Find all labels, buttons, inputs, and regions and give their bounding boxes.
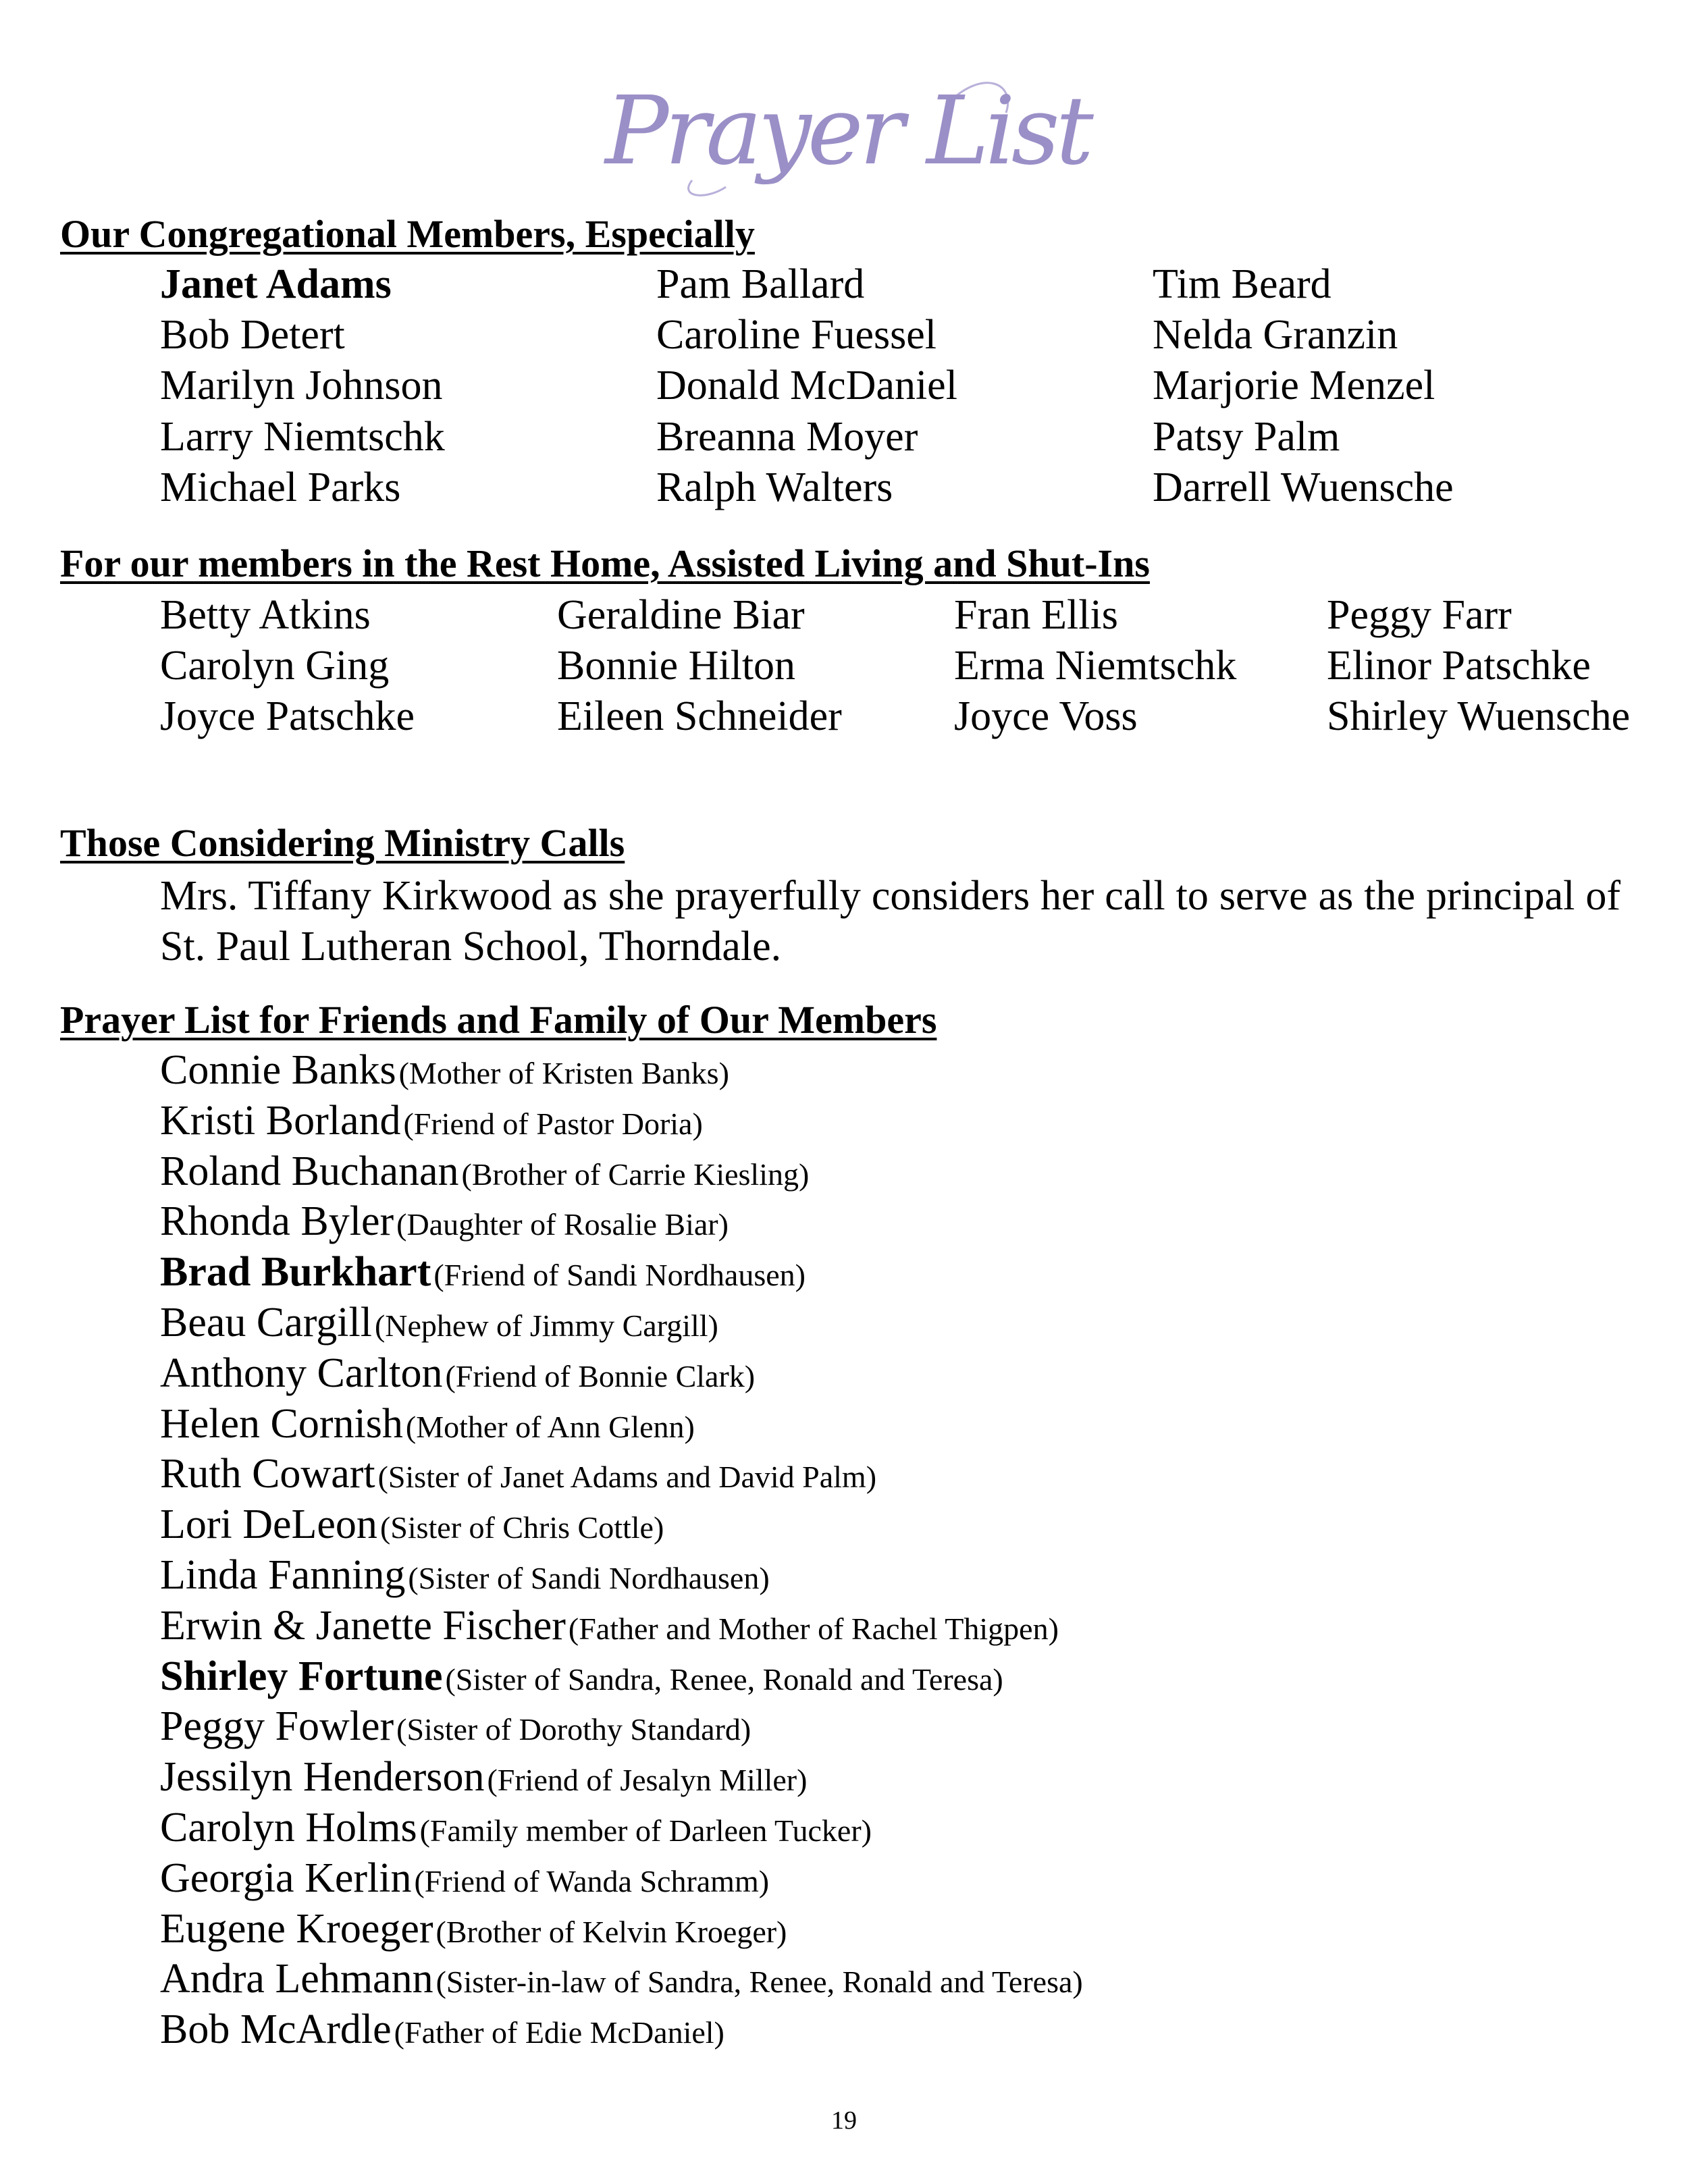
prayer-person-name: Shirley Fortune bbox=[160, 1653, 443, 1699]
prayer-person-name: Helen Cornish bbox=[160, 1400, 403, 1447]
ministry-calls-text: Mrs. Tiffany Kirkwood as she prayerfully considers her call to serve as the principal of St. Paul Lutheran School, Thorndale. bbox=[160, 873, 1620, 969]
prayer-person-name: Anthony Carlton bbox=[160, 1350, 443, 1396]
prayer-person-relation: (Nephew of Jimmy Cargill) bbox=[374, 1308, 718, 1343]
congregational-member-name: Michael Parks bbox=[160, 464, 401, 510]
prayer-person-name: Brad Burkhart bbox=[160, 1249, 431, 1296]
list-item bbox=[160, 1550, 1083, 1601]
congregational-member-name: Marjorie Menzel bbox=[1153, 363, 1435, 409]
logo-text: Prayer List bbox=[605, 76, 1090, 186]
list-item bbox=[160, 1499, 1083, 1550]
prayer-person-name: Bob McArdle bbox=[160, 2006, 392, 2053]
prayer-person-relation: (Friend of Jesalyn Miller) bbox=[487, 1763, 808, 1798]
prayer-person-relation: (Father and Mother of Rachel Thigpen) bbox=[568, 1611, 1059, 1646]
prayer-person-relation: (Friend of Wanda Schramm) bbox=[414, 1863, 770, 1898]
prayer-person-name: Andra Lehmann bbox=[160, 1956, 433, 2002]
prayer-person-relation: (Mother of Kristen Banks) bbox=[398, 1056, 729, 1090]
list-item bbox=[160, 1045, 1083, 1096]
congregational-member-name: Breanna Moyer bbox=[656, 413, 918, 460]
rest-home-member-name: Peggy Farr bbox=[1327, 592, 1512, 638]
list-item bbox=[160, 1449, 1083, 1499]
list-item bbox=[160, 1298, 1083, 1348]
congregational-member-name: Patsy Palm bbox=[1153, 413, 1340, 460]
congregational-member-name: Marilyn Johnson bbox=[160, 363, 443, 409]
prayer-person-name: Lori DeLeon bbox=[160, 1501, 377, 1548]
prayer-person-relation: (Sister of Janet Adams and David Palm) bbox=[377, 1460, 877, 1495]
list-item bbox=[160, 1701, 1083, 1752]
list-item bbox=[160, 1904, 1083, 1954]
prayer-person-relation: (Daughter of Rosalie Biar) bbox=[396, 1207, 729, 1242]
list-item bbox=[160, 1803, 1083, 1853]
rest-home-member-name: Shirley Wuensche bbox=[1327, 693, 1631, 740]
prayer-person-name: Jessilyn Henderson bbox=[160, 1754, 485, 1801]
rest-home-member-name: Joyce Voss bbox=[954, 693, 1138, 740]
prayer-person-relation: (Family member of Darleen Tucker) bbox=[419, 1813, 872, 1848]
prayer-person-name: Connie Banks bbox=[160, 1047, 396, 1093]
prayer-person-name: Kristi Borland bbox=[160, 1097, 401, 1144]
congregational-member-name: Nelda Granzin bbox=[1153, 312, 1398, 358]
prayer-person-name: Erwin & Janette Fischer bbox=[160, 1602, 566, 1649]
congregational-member-name: Darrell Wuensche bbox=[1153, 464, 1454, 510]
prayer-person-relation: (Mother of Ann Glenn) bbox=[405, 1409, 695, 1444]
congregational-member-name: Ralph Walters bbox=[656, 464, 893, 510]
list-item bbox=[160, 1651, 1083, 1702]
congregational-member-name: Janet Adams bbox=[160, 261, 392, 307]
prayer-person-name: Rhonda Byler bbox=[160, 1198, 394, 1245]
prayer-person-name: Linda Fanning bbox=[160, 1551, 406, 1598]
congregational-member-name: Caroline Fuessel bbox=[656, 312, 937, 358]
list-item bbox=[160, 1752, 1083, 1803]
rest-home-member-name: Carolyn Ging bbox=[160, 643, 390, 689]
list-item bbox=[160, 1601, 1083, 1651]
prayer-person-name: Peggy Fowler bbox=[160, 1703, 394, 1750]
congregational-member-name: Tim Beard bbox=[1153, 261, 1331, 307]
prayer-person-relation: (Brother of Carrie Kiesling) bbox=[461, 1156, 810, 1192]
list-item bbox=[160, 1399, 1083, 1449]
prayer-person-relation: (Sister of Chris Cottle) bbox=[379, 1510, 664, 1545]
list-item bbox=[160, 2004, 1083, 2055]
rest-home-member-name: Betty Atkins bbox=[160, 592, 371, 638]
congregational-member-name: Larry Niemtschk bbox=[160, 413, 445, 460]
prayer-person-name: Eugene Kroeger bbox=[160, 1905, 433, 1952]
rest-home-member-name: Geraldine Biar bbox=[557, 592, 805, 638]
friends-family-list bbox=[160, 1045, 1083, 2055]
prayer-person-name: Georgia Kerlin bbox=[160, 1855, 412, 1901]
rest-home-member-name: Fran Ellis bbox=[954, 592, 1118, 638]
prayer-person-relation: (Father of Edie McDaniel) bbox=[394, 2015, 724, 2050]
page-number: 19 bbox=[831, 2106, 857, 2135]
rest-home-member-name: Joyce Patschke bbox=[160, 693, 415, 740]
prayer-person-relation: (Friend of Sandi Nordhausen) bbox=[433, 1258, 806, 1293]
prayer-person-relation: (Sister of Dorothy Standard) bbox=[396, 1712, 751, 1747]
prayer-person-relation: (Sister-in-law of Sandra, Renee, Ronald and Teresa) bbox=[436, 1965, 1083, 2000]
friends-family-heading: Prayer List for Friends and Family of Our Members bbox=[60, 998, 937, 1042]
congregational-members-heading: Our Congregational Members, Especially bbox=[60, 212, 755, 256]
list-item bbox=[160, 1348, 1083, 1399]
prayer-person-relation: (Friend of Bonnie Clark) bbox=[445, 1358, 756, 1393]
list-item bbox=[160, 1146, 1083, 1197]
prayer-person-relation: (Sister of Sandra, Renee, Ronald and Teresa) bbox=[445, 1661, 1003, 1697]
prayer-person-relation: (Brother of Kelvin Kroeger) bbox=[436, 1914, 787, 1949]
list-item bbox=[160, 1096, 1083, 1146]
congregational-member-name: Donald McDaniel bbox=[656, 363, 957, 409]
list-item bbox=[160, 1853, 1083, 1904]
ministry-calls-heading: Those Considering Ministry Calls bbox=[60, 821, 625, 865]
prayer-person-name: Carolyn Holms bbox=[160, 1804, 417, 1850]
congregational-member-name: Bob Detert bbox=[160, 312, 345, 358]
prayer-person-name: Ruth Cowart bbox=[160, 1451, 375, 1497]
prayer-person-relation: (Sister of Sandi Nordhausen) bbox=[408, 1560, 770, 1595]
list-item bbox=[160, 1954, 1083, 2004]
rest-home-member-name: Elinor Patschke bbox=[1327, 643, 1591, 689]
list-item bbox=[160, 1196, 1083, 1247]
list-item bbox=[160, 1247, 1083, 1298]
prayer-person-relation: (Friend of Pastor Doria) bbox=[403, 1106, 703, 1141]
rest-home-member-name: Bonnie Hilton bbox=[557, 643, 796, 689]
rest-home-heading: For our members in the Rest Home, Assisted Living and Shut-Ins bbox=[60, 541, 1150, 585]
prayer-person-name: Roland Buchanan bbox=[160, 1148, 459, 1194]
rest-home-member-name: Eileen Schneider bbox=[557, 693, 842, 740]
prayer-list-logo bbox=[605, 62, 1090, 207]
congregational-member-name: Pam Ballard bbox=[656, 261, 865, 307]
prayer-list-logo-art bbox=[605, 62, 1090, 207]
rest-home-member-name: Erma Niemtschk bbox=[954, 643, 1237, 689]
prayer-person-name: Beau Cargill bbox=[160, 1299, 372, 1346]
